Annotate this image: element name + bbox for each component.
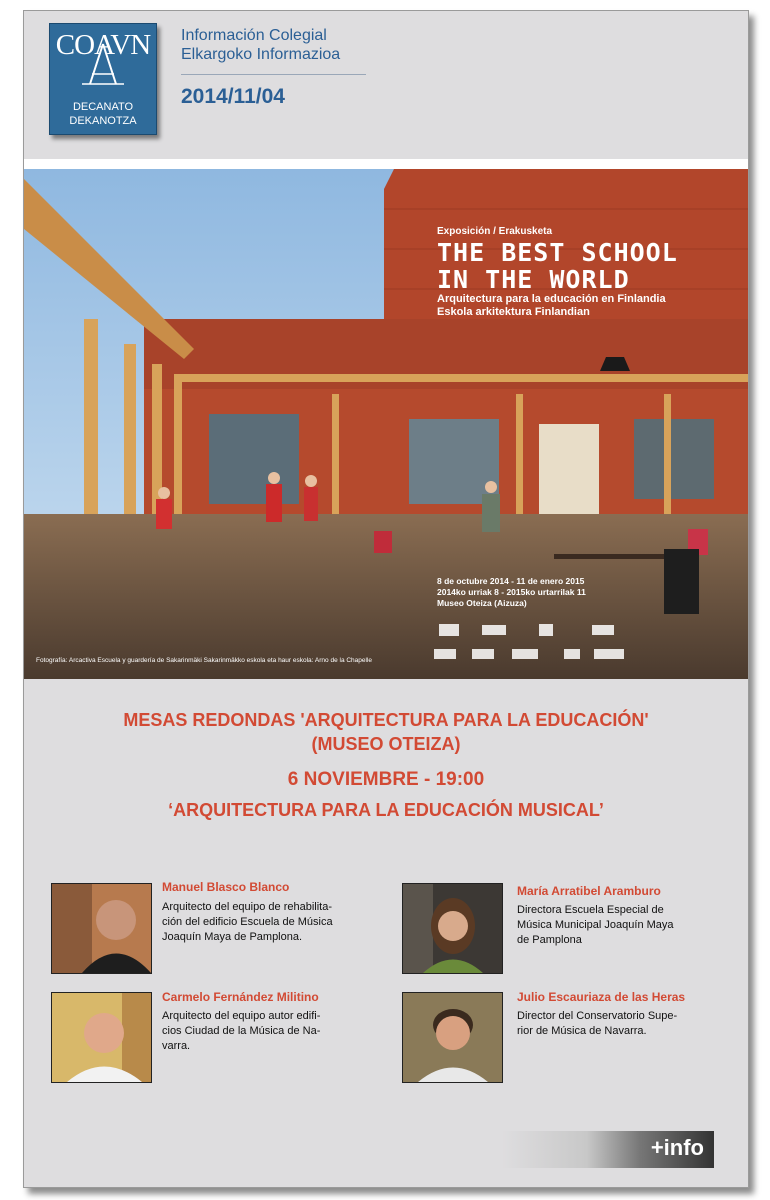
header-separator bbox=[24, 159, 748, 169]
speaker-bio-line: de Pamplona bbox=[517, 934, 582, 946]
speaker-bio bbox=[517, 903, 722, 948]
speaker-photo-maria bbox=[402, 883, 503, 974]
exhibition-banner[interactable] bbox=[24, 169, 748, 679]
event-title-line1: MESAS REDONDAS 'ARQUITECTURA PARA LA EDUCACIÓN' bbox=[123, 710, 649, 730]
speaker-bio-line: Arquitecto del equipo de rehabilita- bbox=[162, 901, 333, 913]
event-datetime: 6 NOVIEMBRE - 19:00 bbox=[287, 769, 485, 790]
banner-kicker: Exposición / Erakusketa bbox=[437, 226, 553, 237]
logo-wordmark: COAVN bbox=[55, 29, 151, 61]
speaker-name: Carmelo Fernández Militino bbox=[162, 990, 319, 1004]
speaker-bio-line: ción del edificio Escuela de Música bbox=[162, 916, 333, 928]
banner-dates-es: 8 de octubre 2014 - 11 de enero 2015 bbox=[437, 576, 585, 586]
speaker-name: Manuel Blasco Blanco bbox=[162, 880, 290, 894]
header-divider bbox=[181, 74, 366, 75]
banner-subtitle-line2: Eskola arkitektura Finlandian bbox=[437, 306, 590, 318]
speaker-bio bbox=[162, 1009, 367, 1054]
speaker-bio-line: Director del Conservatorio Supe- bbox=[517, 1010, 678, 1022]
speaker-bio-line: Joaquín Maya de Pamplona. bbox=[162, 931, 303, 943]
speaker-bio bbox=[162, 900, 367, 945]
speaker-photo-carmelo bbox=[51, 992, 152, 1083]
newsletter-page bbox=[23, 10, 749, 1188]
coavn-logo[interactable] bbox=[49, 23, 157, 135]
more-info-label: +info bbox=[650, 1135, 704, 1160]
banner-dates bbox=[437, 576, 586, 609]
speaker-bio-line: Arquitecto del equipo autor edifi- bbox=[162, 1010, 321, 1022]
speaker-bio-line: cios Ciudad de la Música de Na- bbox=[162, 1025, 321, 1037]
header-title-es: Información Colegial bbox=[181, 27, 327, 44]
banner-venue: Museo Oteiza (Aizuza) bbox=[437, 598, 527, 608]
speaker-name: Julio Escauriaza de las Heras bbox=[517, 990, 686, 1004]
issue-date: 2014/11/04 bbox=[181, 85, 285, 108]
banner-dates-eu: 2014ko urriak 8 - 2015ko urtarrilak 11 bbox=[437, 587, 586, 597]
event-title-line2: (MUSEO OTEIZA) bbox=[311, 734, 461, 754]
banner-title-line1: THE BEST SCHOOL bbox=[437, 238, 678, 267]
speaker-bio-line: Directora Escuela Especial de bbox=[517, 904, 664, 916]
logo-line-decanato: DECANATO bbox=[72, 101, 134, 113]
speaker-bio-line: varra. bbox=[162, 1040, 191, 1052]
speaker-photo-manuel bbox=[51, 883, 152, 974]
more-info-button[interactable] bbox=[502, 1131, 714, 1168]
speaker-photo-julio bbox=[402, 992, 503, 1083]
speaker-name: María Arratibel Aramburo bbox=[517, 884, 661, 898]
banner-subtitle bbox=[437, 293, 666, 319]
speaker-bio-line: Música Municipal Joaquín Maya bbox=[517, 919, 674, 931]
speaker-bio-line: rior de Música de Navarra. bbox=[517, 1025, 647, 1037]
banner-subtitle-line1: Arquitectura para la educación en Finlandia bbox=[437, 293, 666, 305]
banner-title bbox=[437, 239, 678, 293]
logo-emblem-icon bbox=[56, 30, 150, 88]
event-subtitle: ‘ARQUITECTURA PARA LA EDUCACIÓN MUSICAL’ bbox=[168, 800, 604, 820]
speaker-bio bbox=[517, 1009, 722, 1039]
header-title-eu: Elkargoko Informazioa bbox=[181, 46, 341, 63]
logo-line-dekanotza: DEKANOTZA bbox=[69, 115, 137, 127]
photo-credit: Fotografía: Arcactiva Escuela y guardería de Sakarinmäki Sakarinmäkko eskola eta haur eskola: Arno de la Chapelle bbox=[36, 657, 373, 664]
banner-title-line2: IN THE WORLD bbox=[437, 265, 630, 294]
